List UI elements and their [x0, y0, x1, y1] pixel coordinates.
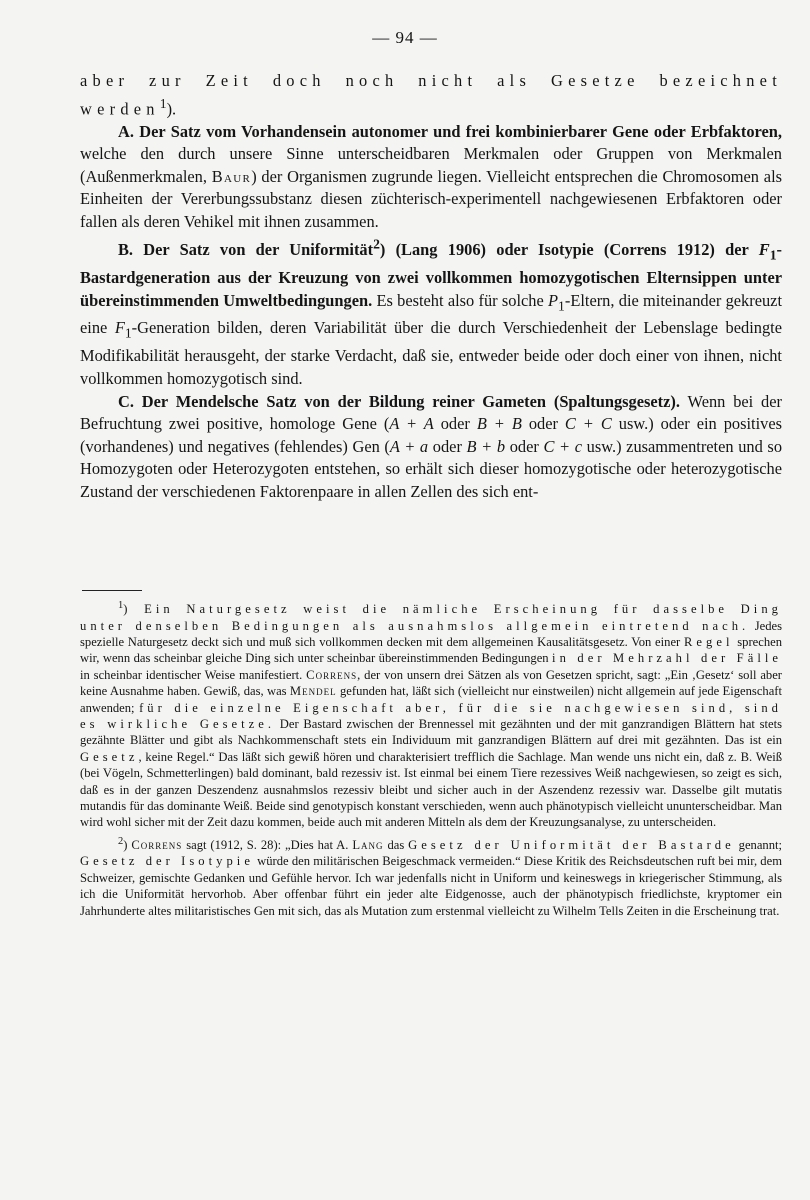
heading-b: B. Der Satz von der Uniformität$^2$) (Lang 1906) oder Isotypie (Correns 1912) der $F_1$-Bastardgeneration aus der Kreuzung von zwei vollkommen homozygotischen Elternsippen unter übereinstimmenden Umweltbedingungen. — [80, 236, 782, 310]
author-name: Lang — [352, 838, 384, 853]
page-number: — 94 — — [372, 28, 438, 47]
author-name: Correns — [306, 667, 358, 682]
footnote-ref-2[interactable]: 2 — [373, 236, 380, 252]
footnote-1: $^1$) Ein Naturgesetz weist die nämliche Erscheinung für dasselbe Ding unter denselben Bedingungen als ausnahmslos allgemein eintretend nach. Jedes spezielle Naturgesetz deckt sich und muß sich vollkommen decken mit dem allgemeinen Kausalitätsgesetz. Von einer Regel sprechen wir, wenn das scheinbar gleiche Ding sich unter scheinbar übereinstimmenden Bedingungen in der Mehrzahl der Fälle in scheinbar identischer Weise manifestiert. Correns, der von unsern drei Sätzen als von Gesetzen spricht, sagt: „Ein ‚Gesetz‘ soll aber keine Ausnahme haben. Gewiß, das, was Mendel gefunden hat, läßt sich (vielleicht nur einstweilen) nicht allgemein auf jede Eigenschaft anwenden; für die einzelne Eigenschaft aber, für die sie nachgewiesen sind, sind es wirkliche Gesetze. Der Bastard zwischen der Brennessel mit gezähnten und der mit ganzrandigen Blättern hat stets gezähnte Blätter und gibt als Nachkommenschaft stets ein Individuum mit ganzrandigen Blättern auf drei mit gezähnten. Das ist ein Gesetz, keine Regel.“ Das läßt sich gewiß hören und charakterisiert trefflich die Sachlage. Man wende uns nicht ein, daß z. B. Weiß (bei Vögeln, Schmetterlingen) bald dominant, bald rezessiv ist. Ist einmal bei einem Tiere rezessives Weiß nachgewiesen, so zeigt es sich, daß es in der ganzen Deszendenz ausnahmslos rezessiv bleibt und sicher auch in der Aszendenz rezessiv war. Dasselbe gilt mutatis mutandis für das dominante Weiß. Beide sind genotypisch konstant verschieden, wenn auch phänotypisch vielleicht ununterscheidbar. Man wird wohl sicher mit der Zeit dazu kommen, beide auch mit anderen Mitteln als dem der Kreuzungsanalyse, zu unterscheiden. — [80, 600, 782, 830]
heading-a: A. Der Satz vom Vorhandensein autonomer und frei kombinierbarer Gene oder Erbfaktoren, — [118, 121, 782, 141]
footnotes — [80, 598, 782, 919]
footnote-ref-1[interactable]: 1 — [159, 95, 167, 111]
author-name: Mendel — [289, 684, 337, 699]
footnote-mark-1: 1 — [118, 600, 124, 611]
paragraph-c: C. Der Mendelsche Satz von der Bildung reiner Gameten (Spaltungsgesetz). Wenn bei der Befruchtung zwei positive, homologe Gene (A + A oder B + B oder C + C usw.) oder ein positives (vorhandenes) und negatives (fehlendes) Gen (A + a oder B + b oder C + c usw.) zusammentreten und so Homozygoten oder Heterozygoten entstehen, so erhält sich dieser homozygotische oder heterozygotische Zustand der verschiedenen Faktorenpaare in allen Zellen des sich ent- — [80, 391, 783, 501]
paragraph-continuation: aber zur Zeit doch noch nicht als Gesetze bezeichnet werden$^1$). — [80, 71, 782, 119]
author-name: Baur — [211, 166, 252, 186]
footnote-2: $^2$) Correns sagt (1912, S. 28): „Dies hat A. Lang das Gesetz der Uniformität der Bastarde genannt; Gesetz der Isotypie würde den militärischen Beigeschmack vermeiden.“ Diese Kritik des Reichsdeutschen ruft bei mir, dem Schweizer, gemischte Gedanken und Gefühle hervor. Ich war jedenfalls nicht in Uniform und keineswegs in kriegerischer Stimmung, als ich die Uniformität hervorhob. Aber offenbar führt ein jeder alte Eidgenosse, auch der phänotypisch friedlichste, kryptomer ein Jahrhunderte altes militaristisches Gen mit sich, das als Mutation zum erstenmal vielleicht zu Wilhelm Tells Zeiten in die Erscheinung trat. — [80, 835, 783, 918]
footnote-divider — [82, 590, 142, 591]
paragraph-a: A. Der Satz vom Vorhandensein autonomer und frei kombinierbarer Gene oder Erbfaktoren, welche den durch unsere Sinne unterscheidbaren Merkmalen oder Gruppen von Merkmalen (Außenmerkmalen, Baur) der Organismen zugrunde liegen. Vielleicht entsprechen die Chromosomen als Einheiten der Vererbungssubstanz diesen züchterisch-experimentell nachgewiesenen Erbfaktoren oder fallen als deren Vehikel mit ihnen zusammen. — [80, 121, 782, 232]
footnote-mark-2: 2 — [118, 835, 124, 847]
heading-c: C. Der Mendelsche Satz von der Bildung reiner Gameten (Spaltungsgesetz). — [118, 391, 680, 411]
paragraph-b: B. Der Satz von der Uniformität$^2$) (Lang 1906) oder Isotypie (Correns 1912) der $F_1$-Bastardgeneration aus der Kreuzung von zwei vollkommen homozygotischen Elternsippen unter übereinstimmenden Umweltbedingungen. Es besteht also für solche $P_1$-Eltern, die miteinander gekreuzt eine $F_1$-Generation bilden, deren Variabilität über die durch Verschiedenheit der Lebenslage bedingte Modifikabilität herausgeht, der starke Verdacht, daß sie, entweder beide oder doch einer von ihnen, nicht vollkommen homozygotisch sind. — [80, 236, 783, 388]
main-text — [80, 70, 782, 503]
author-name: Correns — [131, 838, 183, 853]
